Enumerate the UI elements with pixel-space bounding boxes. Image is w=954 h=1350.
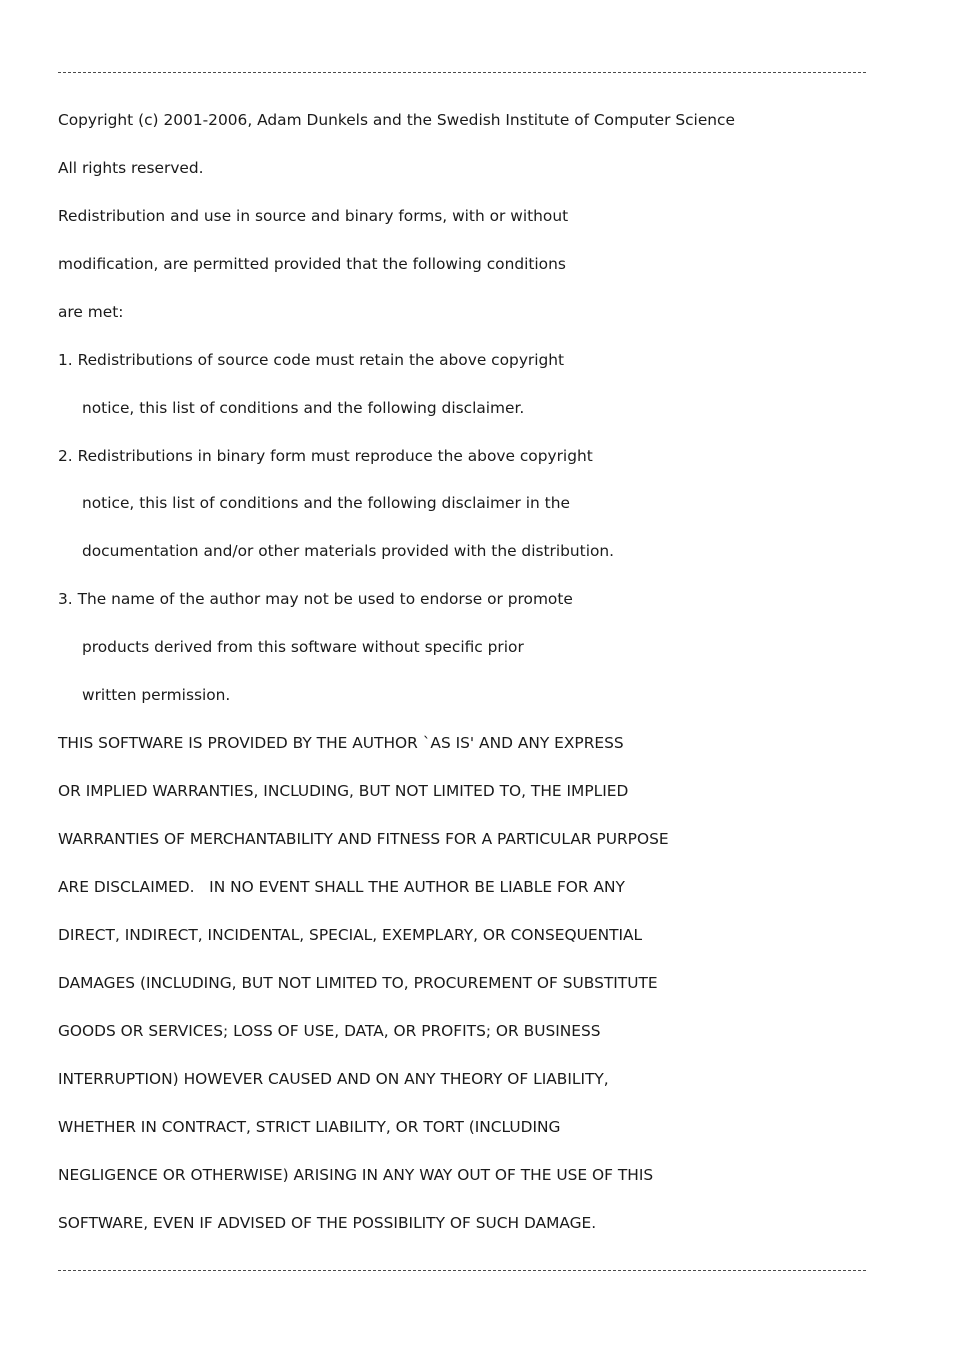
disclaimer-line: NEGLIGENCE OR OTHERWISE) ARISING IN ANY WAY OUT OF THE USE OF THIS — [58, 1165, 654, 1184]
condition-3-continuation: products derived from this software without specific prior — [82, 638, 524, 657]
disclaimer-line: SOFTWARE, EVEN IF ADVISED OF THE POSSIBILITY OF SUCH DAMAGE. — [58, 1213, 597, 1232]
copyright-line: Copyright (c) 2001-2006, Adam Dunkels and the Swedish Institute of Computer Science — [58, 110, 735, 129]
disclaimer-line: WHETHER IN CONTRACT, STRICT LIABILITY, OR TORT (INCLUDING — [58, 1117, 561, 1136]
bottom-divider — [58, 1257, 878, 1305]
redistribution-line: are met: — [58, 302, 124, 321]
condition-2: 2. Redistributions in binary form must reproduce the above copyright — [58, 446, 593, 465]
redistribution-line: Redistribution and use in source and binary forms, with or without — [58, 206, 569, 225]
disclaimer-line: ARE DISCLAIMED. IN NO EVENT SHALL THE AUTHOR BE LIABLE FOR ANY — [58, 877, 625, 896]
disclaimer-line: THIS SOFTWARE IS PROVIDED BY THE AUTHOR `AS IS' AND ANY EXPRESS — [58, 734, 624, 753]
disclaimer-line: OR IMPLIED WARRANTIES, INCLUDING, BUT NOT LIMITED TO, THE IMPLIED — [58, 782, 629, 801]
disclaimer-line: GOODS OR SERVICES; LOSS OF USE, DATA, OR PROFITS; OR BUSINESS — [58, 1021, 601, 1040]
condition-3-continuation: written permission. — [82, 686, 231, 705]
disclaimer-line: WARRANTIES OF MERCHANTABILITY AND FITNESS FOR A PARTICULAR PURPOSE — [58, 830, 669, 848]
license-document — [58, 59, 878, 1305]
condition-3: 3. The name of the author may not be used to endorse or promote — [58, 590, 573, 609]
condition-1-continuation: notice, this list of conditions and the following disclaimer. — [82, 398, 525, 417]
rights-line: All rights reserved. — [58, 158, 204, 177]
redistribution-line: modification, are permitted provided that the following conditions — [58, 254, 566, 273]
condition-2-continuation: notice, this list of conditions and the following disclaimer in the — [82, 494, 570, 513]
top-divider — [58, 59, 878, 107]
disclaimer-line: DIRECT, INDIRECT, INCIDENTAL, SPECIAL, EXEMPLARY, OR CONSEQUENTIAL — [58, 925, 643, 944]
disclaimer-line: DAMAGES (INCLUDING, BUT NOT LIMITED TO, PROCUREMENT OF SUBSTITUTE — [58, 973, 658, 992]
condition-1: 1. Redistributions of source code must retain the above copyright — [58, 350, 565, 369]
condition-2-continuation: documentation and/or other materials provided with the distribution. — [82, 542, 615, 561]
disclaimer-line: INTERRUPTION) HOWEVER CAUSED AND ON ANY THEORY OF LIABILITY, — [58, 1069, 609, 1088]
